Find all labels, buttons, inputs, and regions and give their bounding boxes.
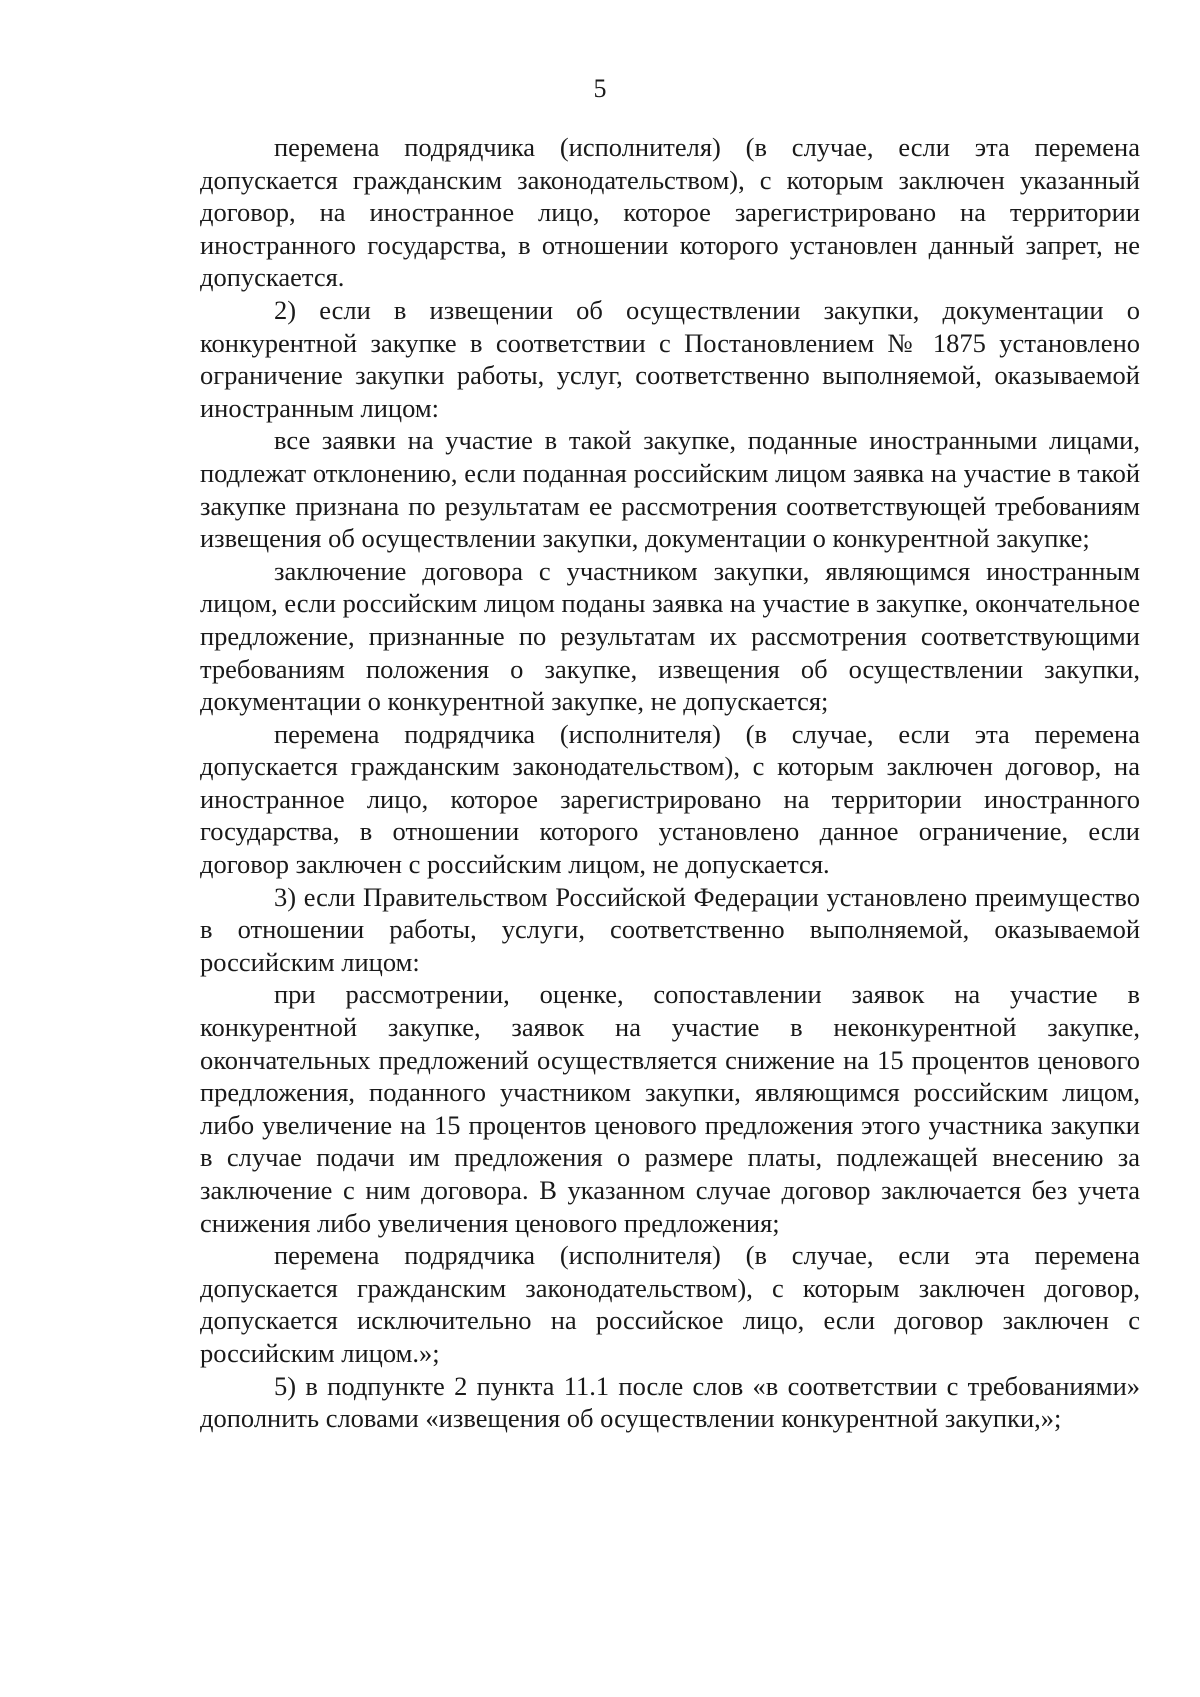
paragraph: 3) если Правительством Российской Федерации установлено преимущество в отношении работы, услуги, соответственно выполняемой, оказываемой российским лицом: [200,881,1140,977]
paragraph: 5) в подпункте 2 пункта 11.1 после слов «в соответствии с требованиями» дополнить словами «извещения об осуществлении конкурентной закупки,»; [200,1370,1140,1434]
paragraph: перемена подрядчика (исполнителя) (в случае, если эта перемена допускается гражданским законодательством), с которым заключен договор, на иностранное лицо, которое зарегистрировано на территории иностранного государства, в отношении которого установлено данное ограничение, если договор заключен с российским лицом, не допускается. [200,718,1140,880]
paragraph: 2) если в извещении об осуществлении закупки, документации о конкурентной закупке в соответствии с Постановлением № 1875 установлено ограничение закупки работы, услуг, соответственно выполняемой, оказываемой иностранным лицом: [200,294,1140,423]
page-number: 5 [593,74,607,103]
paragraph: перемена подрядчика (исполнителя) (в случае, если эта перемена допускается гражданским законодательством), с которым заключен договор, допускается исключительно на российское лицо, если договор заключен с российским лицом.»; [200,1240,1140,1368]
paragraph: заключение договора с участником закупки, являющимся иностранным лицом, если российским лицом поданы заявка на участие в закупке, окончательное предложение, признанные по результатам их рассмотрения соответствующими требованиям положения о закупке, извещения об осуществлении закупки, документации о конкурентной закупке, не допускается; [200,555,1140,717]
paragraph: перемена подрядчика (исполнителя) (в случае, если эта перемена допускается гражданским законодательством), с которым заключен указанный договор, на иностранное лицо, которое зарегистрировано на территории иностранного государства, в отношении которого установлен данный запрет, не допускается. [200,132,1140,293]
paragraph: все заявки на участие в такой закупке, поданные иностранными лицами, подлежат отклонению, если поданная российским лицом заявка на участие в такой закупке признана по результатам ее рассмотрения соответствующей требованиям извещения об осуществлении закупки, документации о конкурентной закупке; [200,425,1140,554]
paragraph: при рассмотрении, оценке, сопоставлении заявок на участие в конкурентной закупке, заявок на участие в неконкурентной закупке, окончательных предложений осуществляется снижение на 15 процентов ценового предложения, поданного участником закупки, являющимся российским лицом, либо увеличение на 15 процентов ценового предложения этого участника закупки в случае подачи им предложения о размере платы, подлежащей внесению за заключение с ним договора. В указанном случае договор заключается без учета снижения либо увеличения ценового предложения; [200,979,1140,1238]
document-body [200,131,1140,1435]
